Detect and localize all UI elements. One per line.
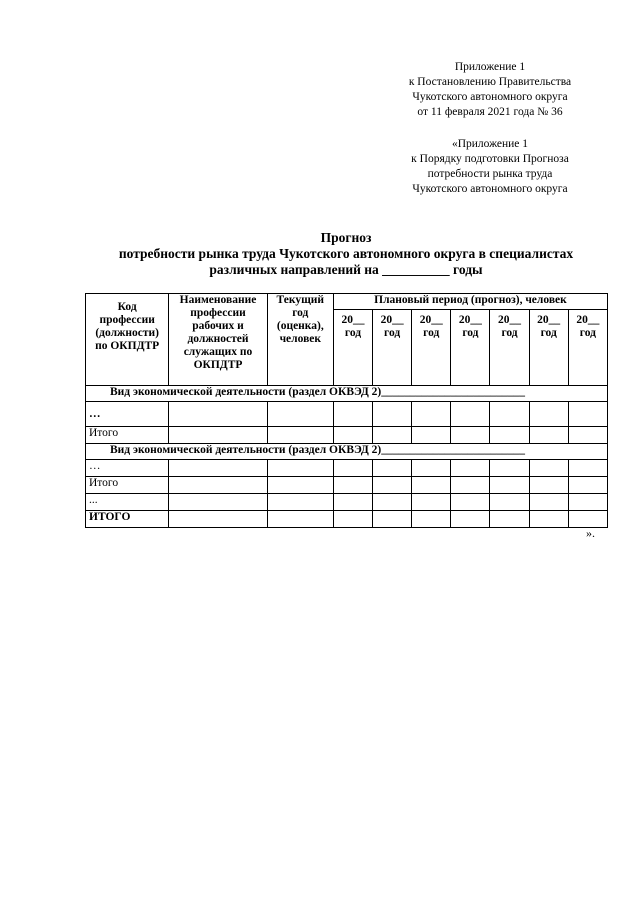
empty-cell: [451, 511, 490, 528]
empty-cell: [169, 427, 267, 444]
year-header-cell: 20__ год: [333, 310, 372, 386]
empty-cell: [267, 477, 333, 494]
section-label: Вид экономической деятельности (раздел ОКВЭД 2)_________________________: [86, 444, 608, 460]
empty-cell: [568, 427, 607, 444]
empty-cell: [451, 477, 490, 494]
empty-cell: [529, 402, 568, 427]
table-row: [86, 477, 608, 494]
empty-cell: [267, 494, 333, 511]
empty-cell: [373, 427, 412, 444]
table-row: [86, 511, 608, 528]
appendix1-line: Приложение 1: [454, 61, 526, 73]
empty-cell: [529, 427, 568, 444]
header-profession-name: Наименование профессии рабочих и должностей служащих по ОКПДТР: [169, 294, 267, 386]
year-header-cell: 20__ год: [412, 310, 451, 386]
year-header-cell: 20__ год: [451, 310, 490, 386]
empty-cell: [373, 494, 412, 511]
empty-cell: [490, 494, 529, 511]
document-title: [70, 230, 622, 278]
row-label: ...: [86, 494, 169, 511]
empty-cell: [490, 427, 529, 444]
empty-cell: [568, 460, 607, 477]
appendix1-line: от 11 февраля 2021 года № 36: [417, 106, 563, 118]
empty-cell: [169, 460, 267, 477]
empty-cell: [412, 460, 451, 477]
table-row: [86, 402, 608, 427]
empty-cell: [529, 477, 568, 494]
title-line: различных направлений на __________ годы: [209, 262, 483, 277]
empty-cell: [333, 477, 372, 494]
year-header-cell: 20__ год: [568, 310, 607, 386]
header-current-year: Текущий год (оценка), человек: [267, 294, 333, 386]
table-row: [86, 460, 608, 477]
empty-cell: [529, 511, 568, 528]
empty-cell: [412, 477, 451, 494]
empty-cell: [333, 494, 372, 511]
section-label: Вид экономической деятельности (раздел ОКВЭД 2)_________________________: [86, 386, 608, 402]
empty-cell: [169, 511, 267, 528]
empty-cell: [412, 427, 451, 444]
empty-cell: [451, 494, 490, 511]
appendix2-line: потребности рынка труда: [427, 168, 553, 180]
year-header-cell: 20__ год: [373, 310, 412, 386]
row-label: …: [86, 460, 169, 477]
title-line: Прогноз: [320, 230, 372, 245]
empty-cell: [267, 427, 333, 444]
empty-cell: [568, 402, 607, 427]
section-row: [86, 386, 608, 402]
row-label: ИТОГО: [86, 511, 169, 528]
empty-cell: [333, 511, 372, 528]
table-row: [86, 427, 608, 444]
empty-cell: [169, 477, 267, 494]
appendix1-line: Чукотского автономного округа: [412, 91, 568, 103]
empty-cell: [267, 511, 333, 528]
header-code: Код профессии (должности) по ОКПДТР: [86, 294, 169, 386]
year-header-cell: 20__ год: [529, 310, 568, 386]
empty-cell: [333, 460, 372, 477]
empty-cell: [267, 402, 333, 427]
header-row: [86, 294, 608, 310]
header-planned-period: Плановый период (прогноз), человек: [333, 294, 607, 310]
appendix2-line: «Приложение 1: [451, 138, 529, 150]
empty-cell: [412, 402, 451, 427]
empty-cell: [568, 477, 607, 494]
empty-cell: [373, 477, 412, 494]
forecast-table: [85, 293, 608, 528]
appendix2-line: к Порядку подготовки Прогноза: [411, 153, 569, 165]
empty-cell: [373, 402, 412, 427]
appendix2-line: Чукотского автономного округа: [412, 183, 568, 195]
empty-cell: [169, 402, 267, 427]
empty-cell: [412, 494, 451, 511]
title-line: потребности рынка труда Чукотского автономного округа в специалистах: [118, 246, 574, 261]
appendix1-line: к Постановлению Правительства: [408, 76, 572, 88]
empty-cell: [490, 460, 529, 477]
empty-cell: [568, 494, 607, 511]
empty-cell: [333, 427, 372, 444]
closing-quote: ».: [586, 526, 595, 540]
empty-cell: [529, 460, 568, 477]
empty-cell: [490, 402, 529, 427]
empty-cell: [412, 511, 451, 528]
empty-cell: [373, 511, 412, 528]
row-label: …: [86, 402, 169, 427]
appendix-2-block: [390, 137, 590, 197]
row-label: Итого: [86, 477, 169, 494]
empty-cell: [373, 460, 412, 477]
appendix-1-block: [390, 60, 590, 120]
empty-cell: [169, 494, 267, 511]
empty-cell: [451, 427, 490, 444]
row-label: Итого: [86, 427, 169, 444]
empty-cell: [490, 511, 529, 528]
empty-cell: [451, 460, 490, 477]
section-row: [86, 444, 608, 460]
empty-cell: [529, 494, 568, 511]
table-row: [86, 494, 608, 511]
empty-cell: [333, 402, 372, 427]
empty-cell: [267, 460, 333, 477]
year-header-cell: 20__ год: [490, 310, 529, 386]
empty-cell: [568, 511, 607, 528]
empty-cell: [451, 402, 490, 427]
empty-cell: [490, 477, 529, 494]
